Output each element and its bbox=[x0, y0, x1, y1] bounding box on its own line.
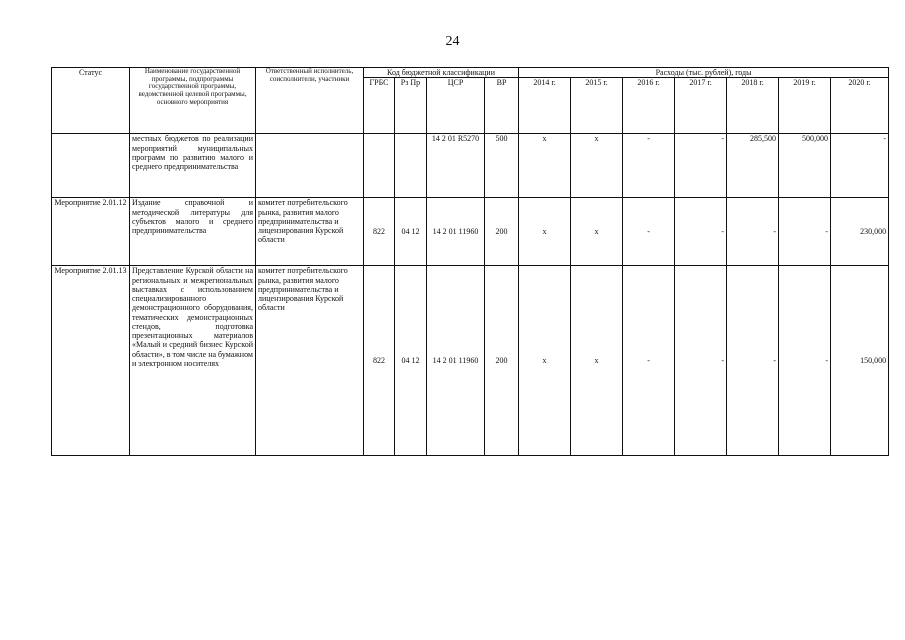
row-status: Мероприятие 2.01.13 bbox=[52, 266, 130, 456]
row-value: x bbox=[519, 134, 571, 198]
row-value: 230,000 bbox=[831, 198, 889, 266]
row-rzpr: 04 12 bbox=[395, 198, 427, 266]
row-value: x bbox=[519, 266, 571, 456]
row-value: x bbox=[571, 266, 623, 456]
header-year: 2015 г. bbox=[571, 78, 623, 134]
header-year: 2019 г. bbox=[779, 78, 831, 134]
header-csr: ЦСР bbox=[427, 78, 485, 134]
header-row-top bbox=[52, 68, 889, 78]
row-value: x bbox=[571, 134, 623, 198]
header-expenses: Расходы (тыс. рублей), годы bbox=[519, 68, 889, 78]
row-value: 285,500 bbox=[727, 134, 779, 198]
row-status bbox=[52, 134, 130, 198]
row-csr: 14 2 01 11960 bbox=[427, 266, 485, 456]
table-row bbox=[52, 134, 889, 198]
row-csr: 14 2 01 11960 bbox=[427, 198, 485, 266]
row-value: - bbox=[623, 198, 675, 266]
row-grbs: 822 bbox=[364, 198, 395, 266]
row-value: - bbox=[727, 198, 779, 266]
row-vr: 200 bbox=[485, 198, 519, 266]
header-status: Статус bbox=[52, 68, 130, 134]
row-vr: 200 bbox=[485, 266, 519, 456]
row-grbs: 822 bbox=[364, 266, 395, 456]
header-year: 2018 г. bbox=[727, 78, 779, 134]
row-value: 150,000 bbox=[831, 266, 889, 456]
header-name: Наименование государственной программы, подпрограммы государственной программы, ведомственной целевой программы, основного мероприятия bbox=[130, 68, 256, 134]
header-year: 2017 г. bbox=[675, 78, 727, 134]
row-grbs bbox=[364, 134, 395, 198]
row-name: местных бюджетов по реализации мероприятий муниципальных программ по развитию малого и среднего предпринимательства bbox=[130, 134, 256, 198]
header-vr: ВР bbox=[485, 78, 519, 134]
row-value: - bbox=[623, 134, 675, 198]
header-rzpr: Рз Пр bbox=[395, 78, 427, 134]
row-value: 500,000 bbox=[779, 134, 831, 198]
row-value: x bbox=[519, 198, 571, 266]
row-value: x bbox=[571, 198, 623, 266]
row-name: Издание справочной и методической литературы для субъектов малого и среднего предпринимательства bbox=[130, 198, 256, 266]
header-year: 2020 г. bbox=[831, 78, 889, 134]
row-rzpr bbox=[395, 134, 427, 198]
row-rzpr: 04 12 bbox=[395, 266, 427, 456]
budget-table bbox=[51, 67, 889, 456]
page-number: 24 bbox=[445, 34, 460, 49]
row-responsible bbox=[256, 134, 364, 198]
row-responsible: комитет потребительского рынка, развития малого предпринимательства и лицензирования Курской области bbox=[256, 198, 364, 266]
row-value: - bbox=[675, 198, 727, 266]
header-budget-code: Код бюджетной классификации bbox=[364, 68, 519, 78]
row-name: Представление Курской области на региональных и межрегиональных выставках с использованием специализированного демонстрационного оборудования, тематических демонстрационных стендов, подготовка презентационных материалов «Малый и средний бизнес Курской области», в том числе на бумажном и электронном носителях bbox=[130, 266, 256, 456]
row-value: - bbox=[675, 134, 727, 198]
row-status: Мероприятие 2.01.12 bbox=[52, 198, 130, 266]
header-year: 2014 г. bbox=[519, 78, 571, 134]
row-value: - bbox=[623, 266, 675, 456]
table-row bbox=[52, 266, 889, 456]
row-value: - bbox=[779, 266, 831, 456]
row-value: - bbox=[831, 134, 889, 198]
row-csr: 14 2 01 R5270 bbox=[427, 134, 485, 198]
row-responsible: комитет потребительского рынка, развития малого предпринимательства и лицензирования Курской области bbox=[256, 266, 364, 456]
header-responsible: Ответственный исполнитель, соисполнители, участники bbox=[256, 68, 364, 134]
row-value: - bbox=[779, 198, 831, 266]
row-value: - bbox=[727, 266, 779, 456]
header-grbs: ГРБС bbox=[364, 78, 395, 134]
header-year: 2016 г. bbox=[623, 78, 675, 134]
row-value: - bbox=[675, 266, 727, 456]
table-row bbox=[52, 198, 889, 266]
row-vr: 500 bbox=[485, 134, 519, 198]
